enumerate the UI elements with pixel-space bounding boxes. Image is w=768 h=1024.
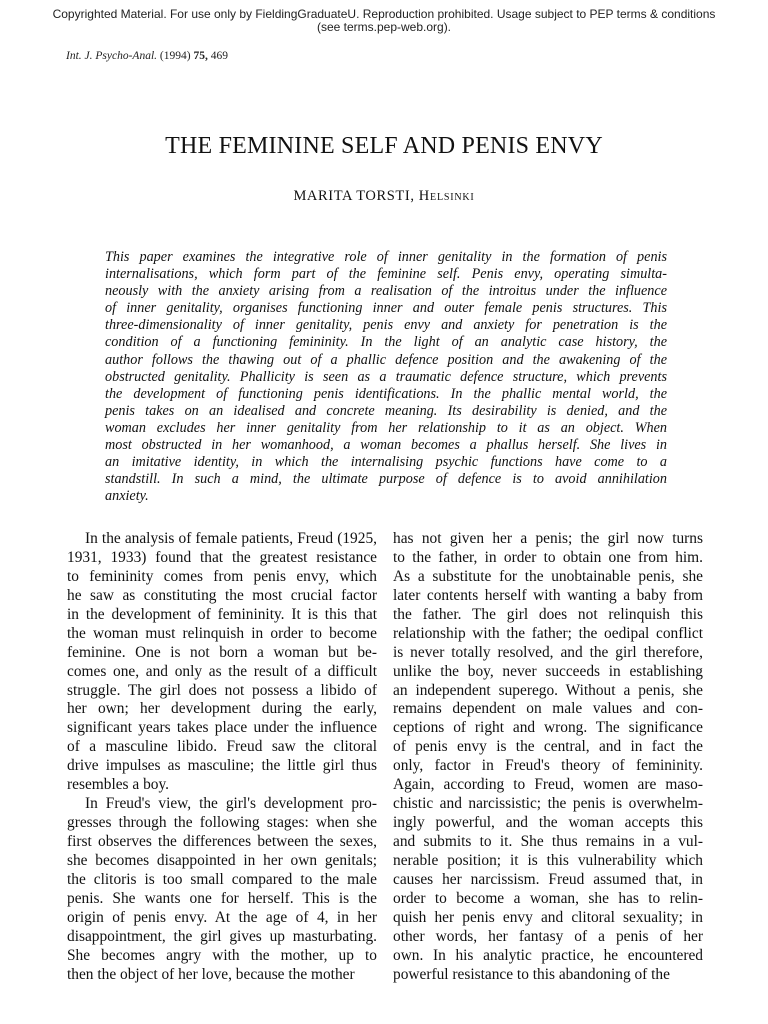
body-text-line: significant years takes place under the influence <box>67 719 377 737</box>
abstract-line: anxiety. <box>105 488 149 505</box>
journal-page: 469 <box>210 50 228 62</box>
body-text-line: he saw as constituting the most crucial factor <box>67 586 377 604</box>
copyright-notice-line: (see terms.pep-web.org). <box>316 20 452 34</box>
body-text-line: chistic and narcissistic; the penis is overwhelm- <box>393 795 703 813</box>
body-text-line: In Freud's view, the girl's development pro- <box>85 795 377 813</box>
body-text-line: of a masculine libido. Freud saw the clitoral <box>67 738 377 756</box>
body-text-line: She becomes angry with the mother, up to <box>67 946 377 964</box>
body-text-line: disappointment, the girl gives up masturbating. <box>67 927 377 945</box>
body-text-line: 1931, 1933) found that the greatest resistance <box>67 548 377 566</box>
body-text-line: In the analysis of female patients, Freud (1925, <box>85 530 377 547</box>
body-text-line: resembles a boy. <box>67 776 169 794</box>
body-column-left <box>67 530 377 985</box>
body-text-line: relationship with the father; the oedipal conflict <box>393 624 703 642</box>
body-text-line: other words, her fantasy of a penis of her <box>393 927 703 945</box>
copyright-notice-line: Copyrighted Material. For use only by FieldingGraduateU. Reproduction prohibited. Usage subject to PEP terms & conditions <box>52 7 716 21</box>
article-title: THE FEMININE SELF AND PENIS ENVY <box>165 133 603 159</box>
abstract-line: neously with the anxiety arising from a realisation of the introitus under the influence <box>105 283 667 300</box>
abstract-line: obstructed genitality. Phallicity is seen as a traumatic defence structure, which prevents <box>105 368 667 385</box>
body-text-line: struggle. The girl does not possess a libido of <box>67 681 377 699</box>
body-text-line: her own; her development during the early, <box>67 700 377 718</box>
body-text-line: first observes the differences between the sexes, <box>67 833 377 850</box>
body-text-line: to the father, in order to obtain one from him. <box>393 548 703 566</box>
body-text-line: remains dependent on male values and con- <box>393 700 703 718</box>
body-text-line: quish her penis envy and clitoral sexuality; in <box>393 908 703 926</box>
journal-year: (1994) <box>159 50 191 62</box>
abstract-line: condition of a functioning femininity. In the light of an analytic case history, the <box>105 334 667 351</box>
body-text-line: has not given her a penis; the girl now turns <box>393 530 703 547</box>
journal-name: Int. J. Psycho-Anal. <box>66 50 158 62</box>
journal-volume: 75, <box>193 50 208 62</box>
body-text-line: Again, according to Freud, women are maso- <box>393 776 703 794</box>
abstract-line: the development of functioning penis identifications. In the phallic mental world, the <box>105 385 667 402</box>
body-text-line: As a substitute for the unobtainable penis, she <box>393 567 703 585</box>
body-text-line: and submits to it. She thus remains in a vul- <box>393 833 703 850</box>
body-text-line: the clitoris is too small compared to the male <box>67 870 377 888</box>
body-text-line: penis. She wants one for herself. This is the <box>67 889 377 907</box>
author-line <box>0 188 768 205</box>
body-text-line: order to become a woman, she has to relin- <box>393 889 703 907</box>
abstract-line: of inner genitality, organises functioning inner and outer female penis structures. This <box>105 300 667 317</box>
journal-citation <box>66 50 228 62</box>
abstract <box>105 249 667 505</box>
body-text-line: comes one, and only as the result of a difficult <box>67 662 377 680</box>
body-text-line: origin of penis envy. At the age of 4, in her <box>67 908 377 926</box>
body-text-line: ingly powerful, and the woman accepts this <box>393 814 703 832</box>
body-text-line: is never totally resolved, and the girl therefore, <box>393 643 703 661</box>
abstract-line: standstill. In such a mind, the ultimate purpose of defence is to avoid annihilation <box>105 471 667 488</box>
abstract-line: three-dimensionality of inner genitality, penis envy and anxiety for penetration is the <box>105 317 667 334</box>
body-text-line: later contents herself with wanting a baby from <box>393 586 703 604</box>
abstract-line: an imitative identity, in which the internalising psychic functions have come to a <box>105 454 667 471</box>
author-name: MARITA TORSTI, <box>293 188 415 204</box>
body-text-line: powerful resistance to this abandoning of the <box>393 965 670 983</box>
abstract-line: author follows the thawing out of a phallic defence position and the awakening of the <box>105 351 667 368</box>
body-text-line: only, factor in Freud's theory of femininity. <box>393 757 703 775</box>
body-text-line: the woman must relinquish in order to become <box>67 624 377 642</box>
body-text-line: nerable position; it is this vulnerability which <box>393 851 703 869</box>
abstract-line: penis takes on an idealised and concrete meaning. Its desirability is denied, and the <box>105 402 667 419</box>
body-text-line: unlike the boy, never succeeds in establishing <box>393 662 703 680</box>
abstract-line: internalisations, which form part of the feminine self. Penis envy, operating simulta- <box>105 266 667 283</box>
copyright-notice <box>0 8 768 34</box>
body-text-line: an independent superego. Without a penis, she <box>393 681 703 699</box>
body-text-line: feminine. One is not born a woman but be- <box>67 643 377 661</box>
body-text-line: own. In his analytic practice, he encountered <box>393 946 703 964</box>
author-location: Helsinki <box>418 188 475 204</box>
body-text-line: to femininity comes from penis envy, which <box>67 567 377 585</box>
body-text-line: drive impulses as masculine; the little girl thus <box>67 757 377 775</box>
body-text-line: in the development of femininity. It is this that <box>67 605 377 623</box>
body-column-right <box>393 530 703 985</box>
body-text-line: then the object of her love, because the mother <box>67 965 355 983</box>
body-text-line: she becomes disappointed in her own genitals; <box>67 851 377 869</box>
abstract-line: most obstructed in her womanhood, a woman becomes a phallus herself. She lives in <box>105 437 667 454</box>
body-text-line: of penis envy is the central, and in fact the <box>393 738 703 756</box>
body-text-line: the father. The girl does not relinquish this <box>393 605 703 623</box>
body-text-line: ceptions of right and wrong. The significance <box>393 719 703 737</box>
abstract-line: This paper examines the integrative role of inner genitality in the formation of penis <box>105 249 667 265</box>
body-text-line: causes her narcissism. Freud assumed that, in <box>393 870 703 888</box>
abstract-line: woman excludes her inner genitality from her relationship to it as an object. When <box>105 419 667 436</box>
body-text-line: gresses through the following stages: when she <box>67 814 377 832</box>
